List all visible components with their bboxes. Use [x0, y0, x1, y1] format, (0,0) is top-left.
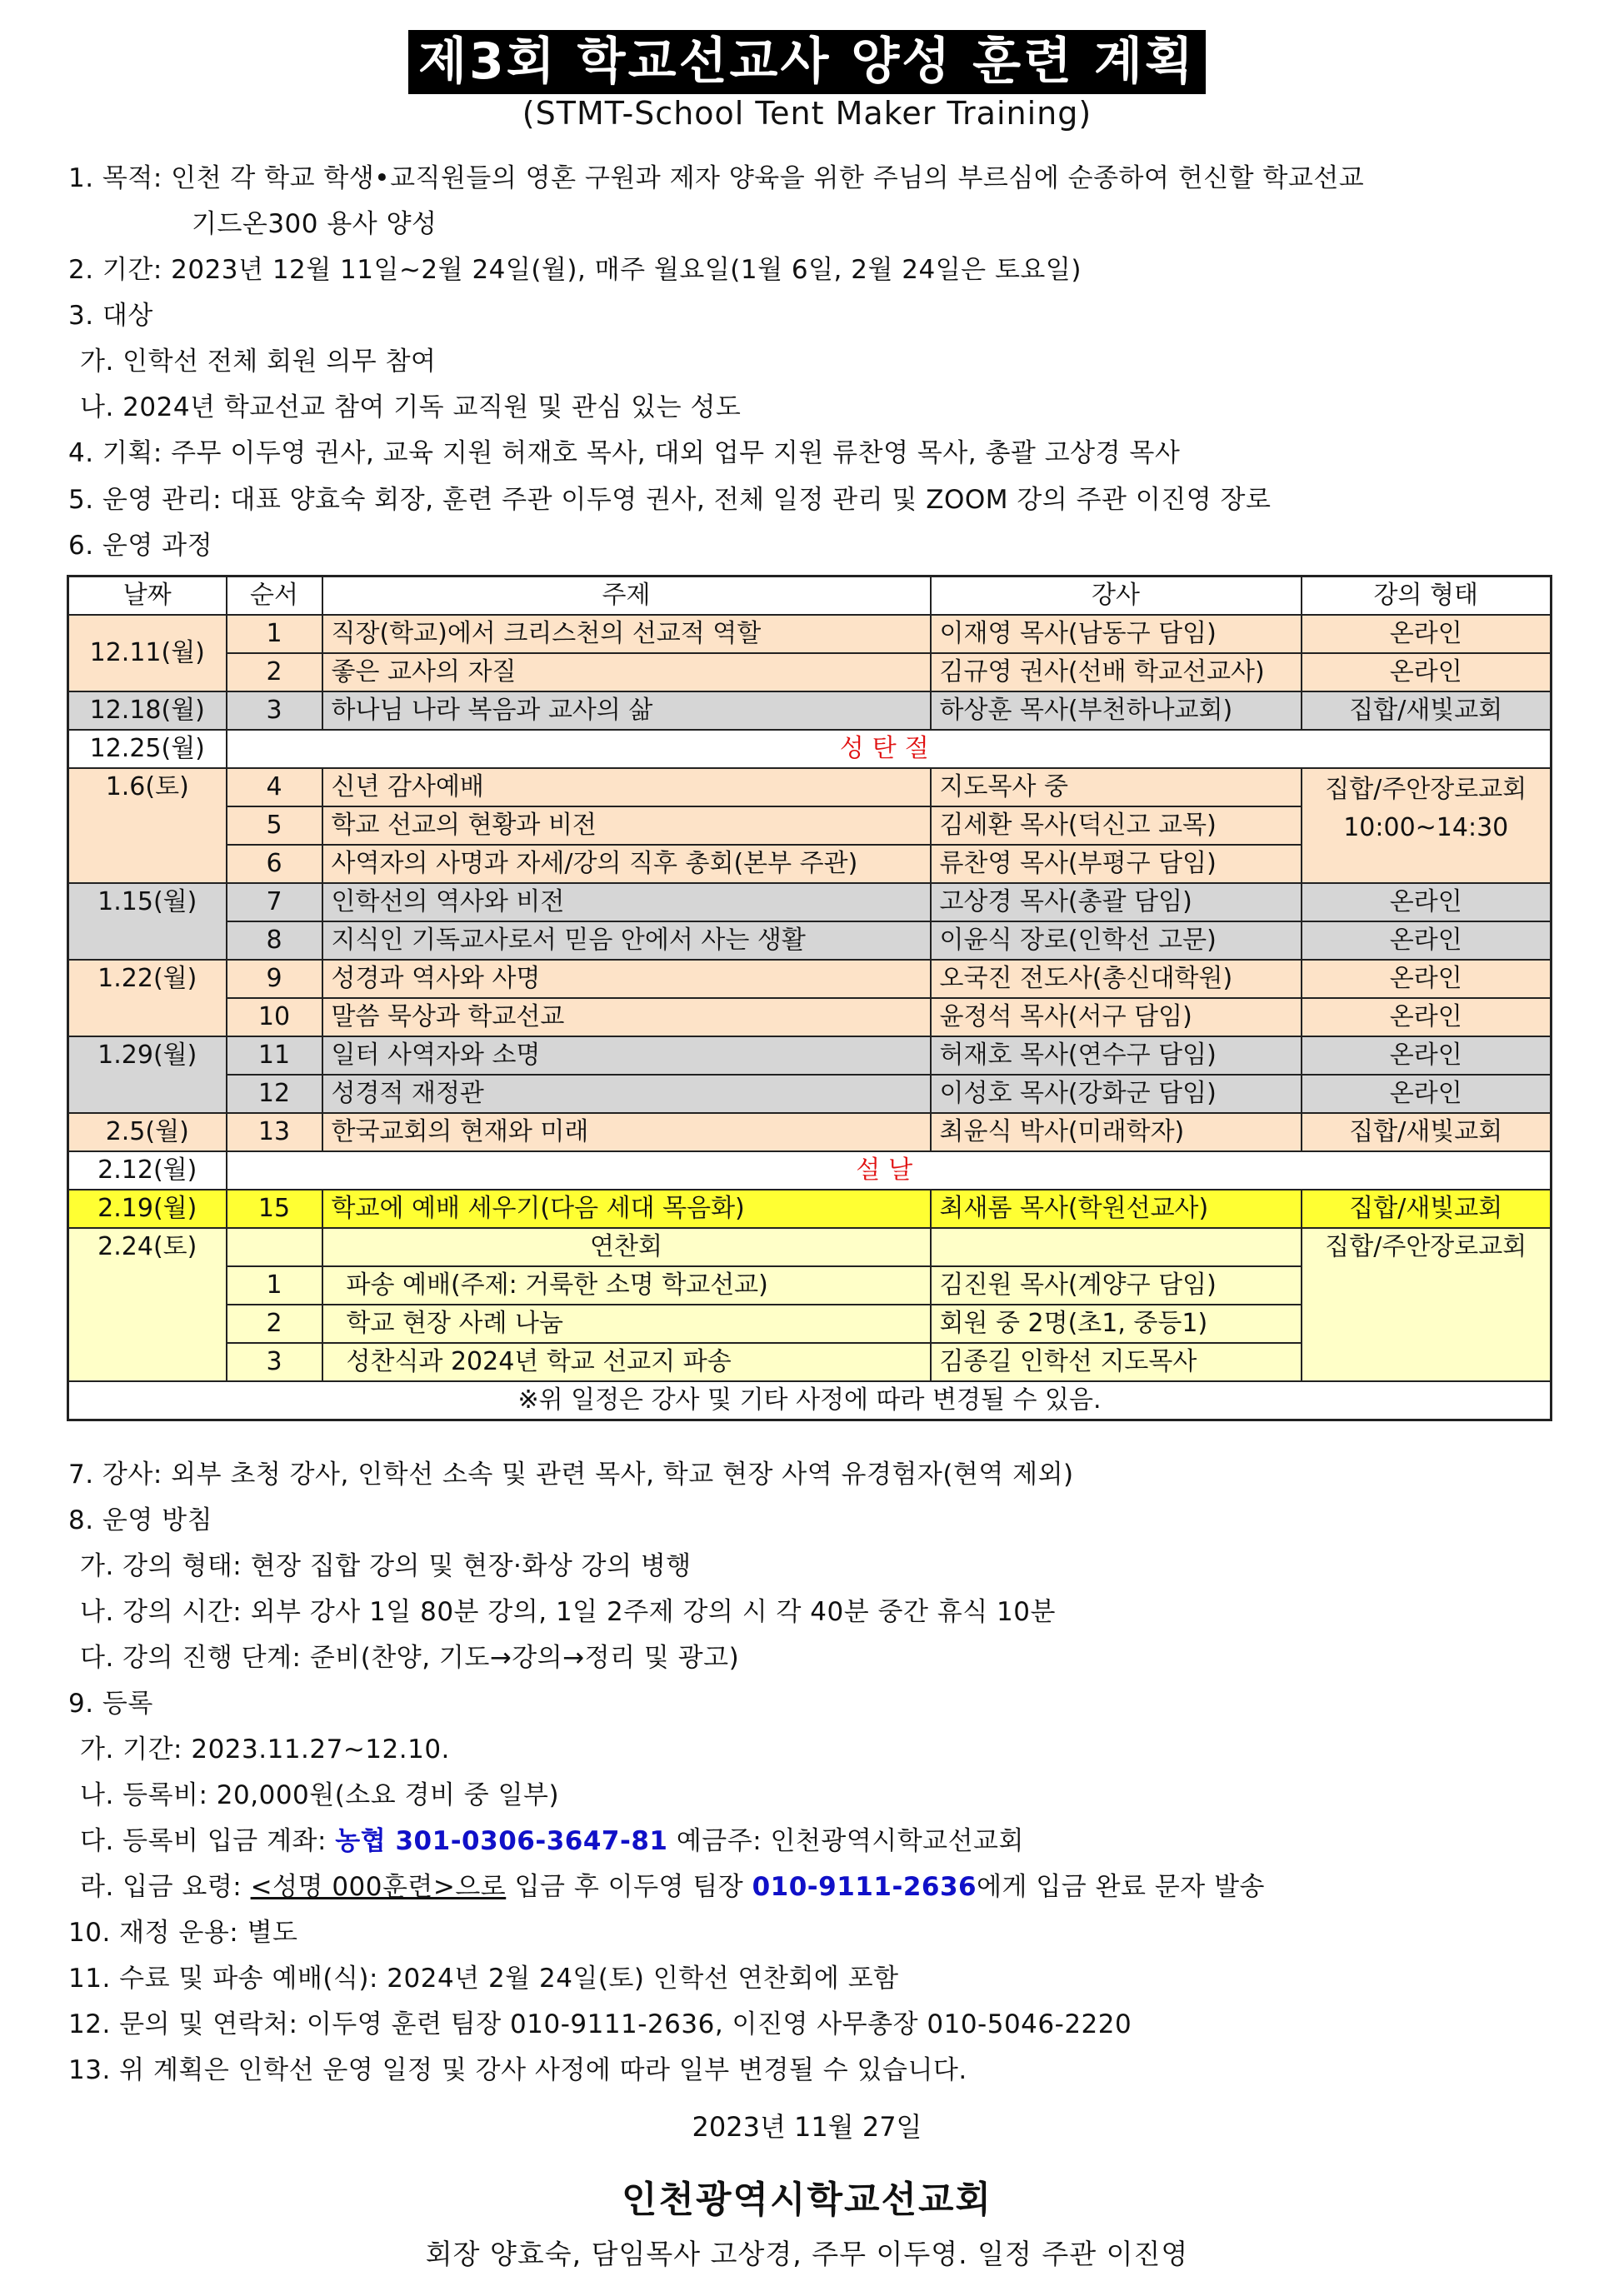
- row-order: 13: [227, 1113, 322, 1151]
- item-9-registration-a: 가. 기간: 2023.11.27~12.10.: [80, 1734, 450, 1764]
- row-type-time: 10:00~14:30: [1343, 813, 1509, 842]
- table-row: [68, 1228, 1552, 1266]
- row-order: 1: [227, 1266, 322, 1305]
- item-13-notice: 13. 위 계획은 인학선 운영 일정 및 강사 사정에 따라 일부 변경될 수 있습니다.: [68, 2055, 967, 2085]
- row-type: [1302, 768, 1552, 883]
- row-topic: 일터 사역자와 소명: [322, 1036, 931, 1075]
- account-number: 농협 301-0306-3647-81: [335, 1826, 668, 1856]
- row-order: 2: [227, 653, 322, 691]
- row-topic: 학교 선교의 현황과 비전: [322, 806, 931, 845]
- header-lecturer: 강사: [931, 576, 1302, 616]
- account-label: 다. 등록비 입금 계좌:: [80, 1826, 336, 1856]
- row-lecturer: 이윤식 장로(인학선 고문): [931, 921, 1302, 960]
- table-row: [68, 615, 1552, 653]
- row-type: 온라인: [1302, 1036, 1552, 1075]
- row-order: 5: [227, 806, 322, 845]
- row-type: 온라인: [1302, 921, 1552, 960]
- item-6-course: 6. 운영 과정: [68, 531, 213, 561]
- table-row: [68, 1190, 1552, 1228]
- row-topic: 사역자의 사명과 자세/강의 직후 총회(본부 주관): [322, 845, 931, 883]
- table-row: [68, 653, 1552, 691]
- row-order: 6: [227, 845, 322, 883]
- page-title: 제3회 학교선교사 양성 훈련 계획: [408, 30, 1206, 94]
- item-9-registration-c: [80, 1824, 1024, 1858]
- table-row: [68, 1113, 1552, 1151]
- row-lecturer: 김세환 목사(덕신고 교목): [931, 806, 1302, 845]
- holiday-label: 성탄절: [227, 730, 1552, 768]
- row-type: 온라인: [1302, 998, 1552, 1036]
- issue-date: 2023년 11월 27일: [692, 2111, 922, 2143]
- row-topic: 성경과 역사와 사명: [322, 960, 931, 998]
- row-type: 온라인: [1302, 883, 1552, 921]
- header-order: 순서: [227, 576, 322, 616]
- row-type: 온라인: [1302, 960, 1552, 998]
- row-topic: 지식인 기독교사로서 믿음 안에서 사는 생활: [322, 921, 931, 960]
- account-holder: 예금주: 인천광역시학교선교회: [667, 1826, 1024, 1856]
- deposit-instruction: 입금 후 이두영 팀장: [506, 1872, 752, 1902]
- row-topic: 성찬식과 2024년 학교 선교지 파송: [322, 1343, 931, 1381]
- row-date: 2.24(토): [68, 1228, 227, 1381]
- row-lecturer: 김진원 목사(계양구 담임): [931, 1266, 1302, 1305]
- row-topic: 학교에 예배 세우기(다음 세대 목음화): [322, 1190, 931, 1228]
- deposit-instruction-end: 에게 입금 완료 문자 발송: [977, 1872, 1265, 1902]
- item-7-lecturers: 7. 강사: 외부 초청 강사, 인학선 소속 및 관련 목사, 학교 현장 사역 유경험자(현역 제외): [68, 1460, 1074, 1490]
- item-3-target: 3. 대상: [68, 301, 153, 331]
- row-topic: 신년 감사예배: [322, 768, 931, 806]
- row-lecturer: 김규영 권사(선배 학교선교사): [931, 653, 1302, 691]
- row-topic: 직장(학교)에서 크리스천의 선교적 역할: [322, 615, 931, 653]
- item-8-policy-a: 가. 강의 형태: 현장 집합 강의 및 현장·화상 강의 병행: [80, 1551, 692, 1581]
- row-lecturer: 이재영 목사(남동구 담임): [931, 615, 1302, 653]
- row-type: 집합/새빛교회: [1302, 691, 1552, 730]
- contact-phone: 010-9111-2636: [752, 1872, 977, 1902]
- title-wrap: [0, 30, 1614, 94]
- header-type: 강의 형태: [1302, 576, 1552, 616]
- holiday-label: 설날: [227, 1151, 1552, 1190]
- item-1-purpose-cont: 기드온300 용사 양성: [192, 209, 437, 239]
- item-9-registration: 9. 등록: [68, 1689, 153, 1719]
- header-topic: 주제: [322, 576, 931, 616]
- row-topic: 학교 현장 사례 나눔: [322, 1305, 931, 1343]
- item-8-policy-c: 다. 강의 진행 단계: 준비(찬양, 기도→강의→정리 및 광고): [80, 1643, 740, 1673]
- row-topic: 말씀 묵상과 학교선교: [322, 998, 931, 1036]
- row-date: 12.18(월): [68, 691, 227, 730]
- row-lecturer: 이성호 목사(강화군 담임): [931, 1075, 1302, 1113]
- row-lecturer: 최새롬 목사(학원선교사): [931, 1190, 1302, 1228]
- row-type: 집합/새빛교회: [1302, 1190, 1552, 1228]
- row-type: 온라인: [1302, 1075, 1552, 1113]
- page-subtitle: (STMT-School Tent Maker Training): [522, 95, 1092, 132]
- item-9-registration-d: [80, 1870, 1265, 1904]
- row-date: 2.19(월): [68, 1190, 227, 1228]
- row-date: 12.25(월): [68, 730, 227, 768]
- row-topic: 연찬회: [322, 1228, 931, 1266]
- row-type: 온라인: [1302, 615, 1552, 653]
- item-10-finance: 10. 재정 운용: 별도: [68, 1918, 298, 1948]
- row-order: 3: [227, 691, 322, 730]
- row-topic: 인학선의 역사와 비전: [322, 883, 931, 921]
- signers: 회장 양효숙, 담임목사 고상경, 주무 이두영. 일정 주관 이진영: [425, 2238, 1189, 2270]
- table-row: [68, 960, 1552, 998]
- row-topic: 좋은 교사의 자질: [322, 653, 931, 691]
- item-11-completion: 11. 수료 및 파송 예배(식): 2024년 2월 24일(토) 인학선 연찬회에 포함: [68, 1964, 899, 1994]
- row-date: 1.15(월): [68, 883, 227, 960]
- row-order: 2: [227, 1305, 322, 1343]
- row-date: 12.11(월): [68, 615, 227, 691]
- row-date: 1.29(월): [68, 1036, 227, 1113]
- row-date: 2.5(월): [68, 1113, 227, 1151]
- row-lecturer: 지도목사 중: [931, 768, 1302, 806]
- table-row: [68, 998, 1552, 1036]
- table-row: [68, 1036, 1552, 1075]
- row-order: 8: [227, 921, 322, 960]
- item-9-registration-b: 나. 등록비: 20,000원(소요 경비 중 일부): [80, 1780, 560, 1810]
- organization-name: 인천광역시학교선교회: [621, 2179, 993, 2221]
- row-date: 1.22(월): [68, 960, 227, 1036]
- row-type: 집합/새빛교회: [1302, 1113, 1552, 1151]
- item-12-contact: 12. 문의 및 연락처: 이두영 훈련 팀장 010-9111-2636, 이진영 사무총장 010-5046-2220: [68, 2009, 1132, 2039]
- table-row: [68, 768, 1552, 806]
- item-8-policy-b: 나. 강의 시간: 외부 강사 1일 80분 강의, 1일 2주제 강의 시 각 40분 중간 휴식 10분: [80, 1597, 1056, 1627]
- row-order: 10: [227, 998, 322, 1036]
- row-order: 15: [227, 1190, 322, 1228]
- table-header-row: [68, 576, 1552, 616]
- table-row: [68, 883, 1552, 921]
- row-type-place: 집합/주안장로교회: [1325, 775, 1527, 804]
- item-3-target-b: 나. 2024년 학교선교 참여 기독 교직원 및 관심 있는 성도: [80, 392, 742, 422]
- row-lecturer: 윤정석 목사(서구 담임): [931, 998, 1302, 1036]
- table-row: [68, 691, 1552, 730]
- row-order: 3: [227, 1343, 322, 1381]
- item-1-purpose: 1. 목적: 인천 각 학교 학생•교직원들의 영혼 구원과 제자 양육을 위한 주님의 부르심에 순종하여 헌신할 학교선교: [68, 163, 1365, 193]
- item-4-planning: 4. 기획: 주무 이두영 권사, 교육 지원 허재호 목사, 대외 업무 지원 류찬영 목사, 총괄 고상경 목사: [68, 438, 1181, 468]
- row-order: 7: [227, 883, 322, 921]
- row-type: 집합/주안장로교회: [1302, 1228, 1552, 1381]
- row-lecturer: 허재호 목사(연수구 담임): [931, 1036, 1302, 1075]
- table-row-holiday: [68, 1151, 1552, 1190]
- table-row-holiday: [68, 730, 1552, 768]
- table-row: [68, 1075, 1552, 1113]
- row-lecturer: 회원 중 2명(초1, 중등1): [931, 1305, 1302, 1343]
- row-order: 4: [227, 768, 322, 806]
- row-lecturer: 하상훈 목사(부천하나교회): [931, 691, 1302, 730]
- row-date: 1.6(토): [68, 768, 227, 883]
- row-topic: 한국교회의 현재와 미래: [322, 1113, 931, 1151]
- table-note-row: [68, 1381, 1552, 1420]
- row-topic: 하나님 나라 복음과 교사의 삶: [322, 691, 931, 730]
- row-order: 1: [227, 615, 322, 653]
- deposit-format: <성명 000훈련>으로: [250, 1872, 507, 1902]
- table-note: ※위 일정은 강사 및 기타 사정에 따라 변경될 수 있음.: [68, 1381, 1552, 1420]
- header-date: 날짜: [68, 576, 227, 616]
- schedule-table: [67, 575, 1552, 1421]
- row-order: [227, 1228, 322, 1266]
- row-order: 11: [227, 1036, 322, 1075]
- row-lecturer: 고상경 목사(총괄 담임): [931, 883, 1302, 921]
- item-3-target-a: 가. 인학선 전체 회원 의무 참여: [80, 347, 437, 377]
- table-row: [68, 921, 1552, 960]
- row-topic: 파송 예배(주제: 거룩한 소명 학교선교): [322, 1266, 931, 1305]
- row-order: 12: [227, 1075, 322, 1113]
- row-order: 9: [227, 960, 322, 998]
- deposit-label: 라. 입금 요령:: [80, 1872, 251, 1902]
- row-date: 2.12(월): [68, 1151, 227, 1190]
- row-lecturer: 오국진 전도사(총신대학원): [931, 960, 1302, 998]
- item-2-period: 2. 기간: 2023년 12월 11일~2월 24일(월), 매주 월요일(1월 6일, 2월 24일은 토요일): [68, 255, 1082, 285]
- row-lecturer: 김종길 인학선 지도목사: [931, 1343, 1302, 1381]
- row-lecturer: 류찬영 목사(부평구 담임): [931, 845, 1302, 883]
- item-8-policy: 8. 운영 방침: [68, 1505, 213, 1535]
- row-topic: 성경적 재정관: [322, 1075, 931, 1113]
- row-lecturer: [931, 1228, 1302, 1266]
- row-lecturer: 최윤식 박사(미래학자): [931, 1113, 1302, 1151]
- row-type: 온라인: [1302, 653, 1552, 691]
- item-5-management: 5. 운영 관리: 대표 양효숙 회장, 훈련 주관 이두영 권사, 전체 일정 관리 및 ZOOM 강의 주관 이진영 장로: [68, 485, 1272, 515]
